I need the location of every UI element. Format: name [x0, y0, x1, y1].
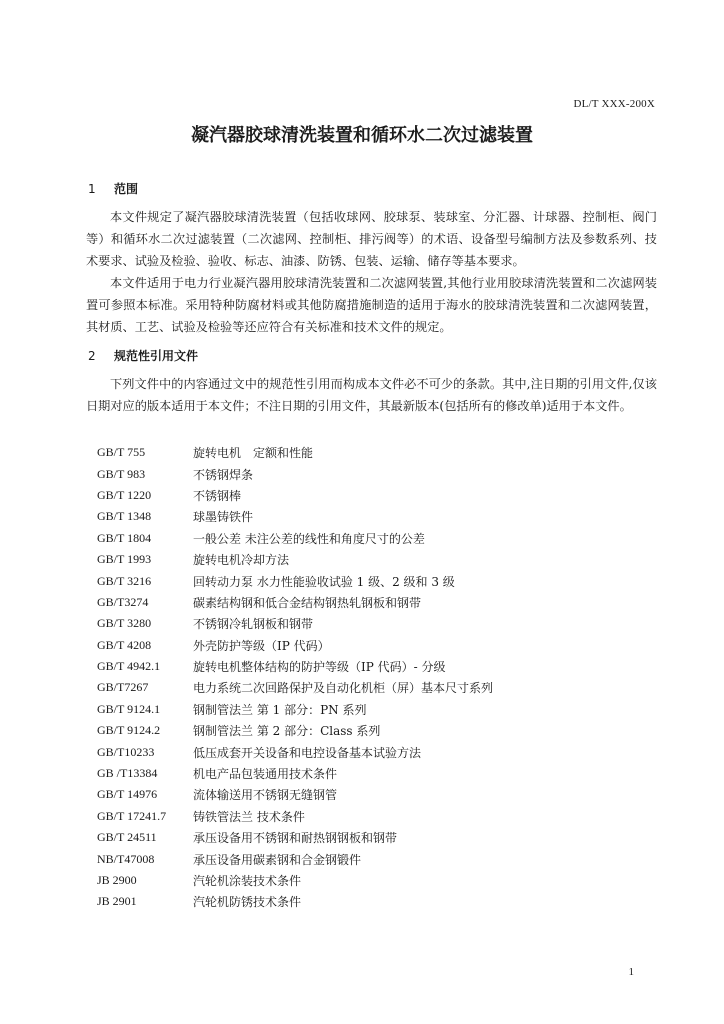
reference-list: [97, 442, 657, 913]
reference-item: [97, 506, 657, 527]
reference-item: [97, 656, 657, 677]
section-number: 1: [88, 182, 96, 196]
reference-code: GB/T 3280: [97, 616, 152, 631]
reference-title: 旋转电机整体结构的防护等级（IP 代码）- 分级: [193, 660, 446, 675]
reference-item: [97, 613, 657, 634]
reference-code: GB/T 17241.7: [97, 808, 167, 823]
section-2-heading: [88, 347, 198, 364]
reference-title: 汽轮机防锈技术条件: [193, 895, 302, 910]
reference-title: 一般公差 未注公差的线性和角度尺寸的公差: [193, 531, 425, 546]
reference-code: GB/T 14976: [97, 787, 158, 802]
reference-title: 旋转电机冷却方法: [193, 553, 290, 568]
section-number: 2: [88, 349, 96, 363]
section-2-paragraph-1: 下列文件中的内容通过文中的规范性引用而构成本文件必不可少的条款。其中,注日期的引用文件,仅该日期对应的版本适用于本文件；不注日期的引用文件，其最新版本(包括所有的修改单)适用于本文件。: [86, 377, 657, 413]
reference-code: GB/T 1804: [97, 530, 152, 545]
reference-item: [97, 784, 657, 805]
reference-title: 不锈钢冷轧钢板和钢带: [193, 617, 314, 632]
reference-code: GB/T 1220: [97, 487, 152, 502]
reference-code: JB 2901: [97, 894, 137, 909]
reference-title: 低压成套开关设备和电控设备基本试验方法: [193, 745, 422, 760]
reference-item: [97, 870, 657, 891]
section-title: 规范性引用文件: [114, 349, 199, 363]
reference-title: 回转动力泵 水力性能验收试验 1 级、2 级和 3 级: [193, 574, 455, 589]
reference-title: 流体输送用不锈钢无缝钢管: [193, 788, 338, 803]
reference-title: 旋转电机 定额和性能: [193, 446, 314, 461]
reference-title: 机电产品包装通用技术条件: [193, 767, 338, 782]
reference-code: GB/T10233: [97, 744, 155, 759]
reference-title: 不锈钢棒: [193, 488, 242, 503]
reference-title: 汽轮机涂装技术条件: [193, 874, 302, 888]
reference-code: GB/T 3216: [97, 573, 152, 588]
reference-title: 承压设备用碳素钢和合金钢锻件: [193, 852, 362, 867]
section-title: 范围: [114, 182, 139, 196]
reference-item: [97, 485, 657, 506]
reference-title: 电力系统二次回路保护及自动化机柜（屏）基本尺寸系列: [193, 681, 494, 696]
reference-code: JB 2900: [97, 873, 137, 887]
reference-title: 钢制管法兰 第 2 部分：Class 系列: [193, 724, 381, 739]
reference-item: [97, 635, 657, 656]
reference-code: GB/T3274: [97, 594, 149, 609]
reference-code: GB/T 9124.1: [97, 701, 161, 716]
reference-title: 不锈钢焊条: [193, 467, 254, 482]
page-number: 1: [628, 966, 634, 978]
reference-item: [97, 570, 657, 591]
reference-title: 碳素结构钢和低合金结构钢热轧钢板和钢带: [193, 595, 422, 610]
reference-item: [97, 891, 657, 912]
reference-code: GB/T 1348: [97, 509, 152, 524]
reference-item: [97, 848, 657, 869]
reference-title: 球墨铸铁件: [193, 510, 254, 525]
reference-code: NB/T47008: [97, 851, 155, 866]
reference-code: GB/T 4208: [97, 637, 152, 652]
reference-code: GB/T7267: [97, 680, 149, 695]
standard-code: DL/T XXX-200X: [573, 98, 655, 110]
document-title: 凝汽器胶球清洗装置和循环水二次过滤装置: [191, 125, 533, 146]
reference-code: GB/T 755: [97, 445, 146, 460]
reference-title: 承压设备用不锈钢和耐热钢钢板和钢带: [193, 831, 398, 846]
reference-item: [97, 677, 657, 698]
reference-item: [97, 442, 657, 463]
section-1-paragraph-2: 本文件适用于电力行业凝汽器用胶球清洗装置和二次滤网装置,其他行业用胶球清洗装置和二次滤网装置可参照本标准。采用特种防腐材料或其他防腐措施制造的适用于海水的胶球清洗装置和二次滤网装置，其材质、工艺、试验及检验等还应符合有关标准和技术文件的规定。: [86, 276, 657, 334]
reference-code: GB/T 9124.2: [97, 723, 161, 738]
reference-code: GB /T13384: [97, 766, 158, 781]
reference-item: [97, 463, 657, 484]
reference-item: [97, 720, 657, 741]
reference-item: [97, 592, 657, 613]
reference-code: GB/T 983: [97, 466, 146, 481]
reference-item: [97, 528, 657, 549]
reference-title: 铸铁管法兰 技术条件: [193, 809, 305, 824]
section-1-paragraph-1: 本文件规定了凝汽器胶球清洗装置（包括收球网、胶球泵、装球室、分汇器、计球器、控制柜、阀门等）和循环水二次过滤装置（二次滤网、控制柜、排污阀等）的术语、设备型号编制方法及参数系列、技术要求、试验及检验、验收、标志、油漆、防锈、包装、运输、储存等基本要求。: [86, 210, 657, 268]
reference-code: GB/T 24511: [97, 830, 157, 845]
reference-item: [97, 763, 657, 784]
section-1-heading: [88, 180, 138, 197]
reference-title: 外壳防护等级（IP 代码）: [193, 638, 330, 653]
reference-item: [97, 741, 657, 762]
reference-code: GB/T 4942.1: [97, 659, 161, 674]
reference-title: 钢制管法兰 第 1 部分：PN 系列: [193, 702, 367, 717]
reference-item: [97, 806, 657, 827]
reference-item: [97, 549, 657, 570]
reference-item: [97, 699, 657, 720]
reference-code: GB/T 1993: [97, 552, 152, 567]
reference-item: [97, 827, 657, 848]
